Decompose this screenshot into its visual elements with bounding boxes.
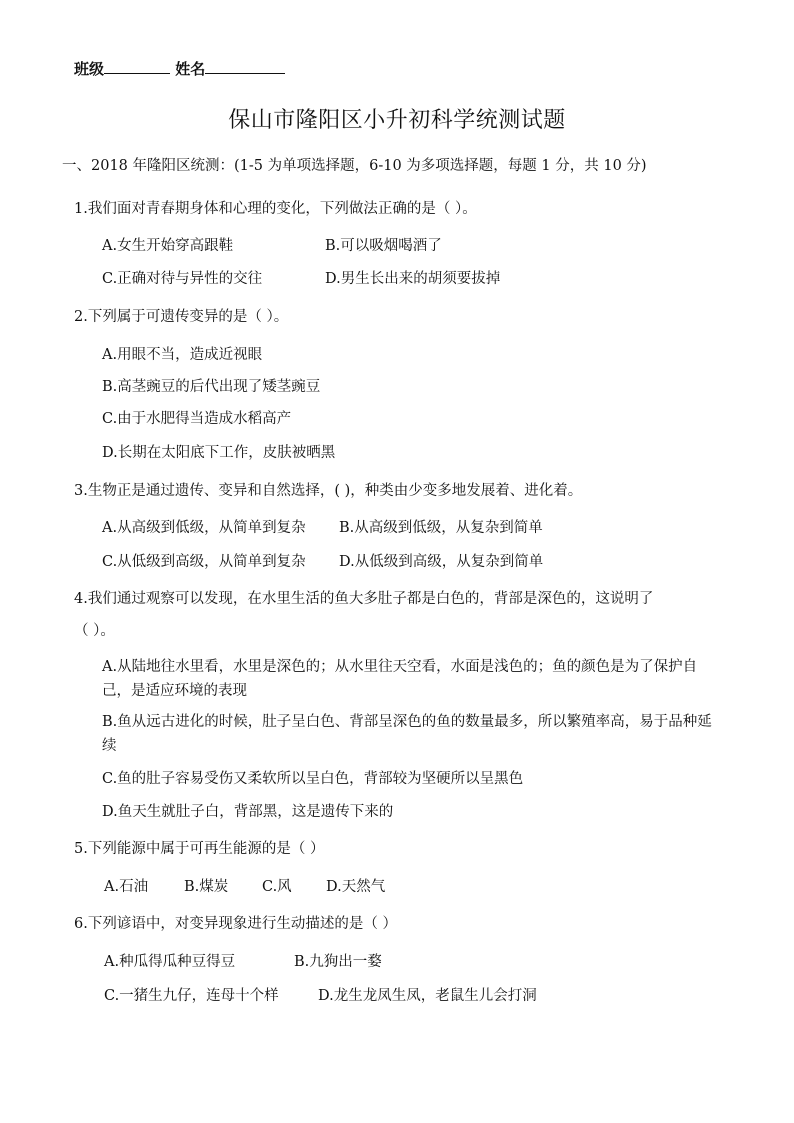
student-info-line — [74, 58, 285, 79]
question-4-stem-line2: （ ）。 — [74, 623, 115, 639]
question-5-option-d: D.天然气 — [326, 879, 386, 895]
question-4-stem-line1: 4.我们通过观察可以发现，在水里生活的鱼大多肚子都是白色的，背部是深色的，这说明了 — [74, 591, 654, 607]
question-4-option-b: B.鱼从远古进化的时候，肚子呈白色、背部呈深色的鱼的数量最多，所以繁殖率高，易于品种延续 — [102, 714, 712, 754]
question-6-stem: 6.下列谚语中，对变异现象进行生动描述的是（ ） — [74, 916, 397, 932]
question-1-option-a: A.女生开始穿高跟鞋 — [102, 238, 234, 254]
question-6-option-b: B.九狗出一婺 — [294, 954, 382, 970]
question-6-option-d: D.龙生龙凤生凤，老鼠生儿会打洞 — [318, 988, 537, 1004]
name-label: 姓名 — [175, 60, 206, 78]
question-1-stem: 1.我们面对青春期身体和心理的变化，下列做法正确的是（ ）。 — [74, 201, 477, 217]
question-2-stem: 2.下列属于可遗传变异的是（ ）。 — [74, 309, 289, 325]
question-1-option-c: C.正确对待与异性的交往 — [102, 271, 263, 287]
question-3-option-a: A.从高级到低级，从简单到复杂 — [102, 520, 306, 536]
class-blank — [104, 59, 170, 74]
question-5-option-b: B.煤炭 — [184, 879, 229, 895]
question-2-option-c: C.由于水肥得当造成水稻高产 — [102, 411, 292, 427]
question-2-option-d: D.长期在太阳底下工作，皮肤被晒黑 — [102, 445, 336, 461]
question-6-option-c: C.一猪生九仔，连母十个样 — [104, 988, 279, 1004]
question-4-option-a: A.从陆地往水里看，水里是深色的；从水里往天空看，水面是浅色的；鱼的颜色是为了保护自己，是适应环境的表现 — [102, 659, 698, 699]
question-1-option-b: B.可以吸烟喝酒了 — [325, 238, 442, 254]
class-label: 班级 — [74, 60, 105, 78]
name-blank — [205, 59, 285, 74]
page-title: 保山市隆阳区小升初科学统测试题 — [228, 108, 566, 133]
question-5-option-c: C.风 — [262, 879, 292, 895]
question-3-option-b: B.从高级到低级，从复杂到简单 — [339, 520, 543, 536]
question-3-stem: 3.生物正是通过遗传、变异和自然选择，( )，种类由少变多地发展着、进化着。 — [74, 483, 583, 499]
question-3-option-c: C.从低级到高级，从简单到复杂 — [102, 554, 306, 570]
section-heading: 一、2018 年隆阳区统测：(1-5 为单项选择题，6-10 为多项选择题，每题 1 分，共 10 分) — [62, 158, 647, 174]
question-4-option-c: C.鱼的肚子容易受伤又柔软所以呈白色，背部较为坚硬所以呈黑色 — [102, 771, 524, 787]
question-1-option-d: D.男生长出来的胡须要拔掉 — [325, 271, 501, 287]
question-5-stem: 5.下列能源中属于可再生能源的是（ ） — [74, 841, 325, 857]
question-4-option-d: D.鱼天生就肚子白，背部黑，这是遗传下来的 — [102, 804, 394, 820]
question-6-option-a: A.种瓜得瓜种豆得豆 — [104, 954, 236, 970]
question-3-option-d: D.从低级到高级，从复杂到简单 — [339, 554, 544, 570]
question-2-option-b: B.高茎豌豆的后代出现了矮茎豌豆 — [102, 379, 321, 395]
question-2-option-a: A.用眼不当，造成近视眼 — [102, 347, 263, 363]
question-5-option-a: A.石油 — [104, 879, 149, 895]
